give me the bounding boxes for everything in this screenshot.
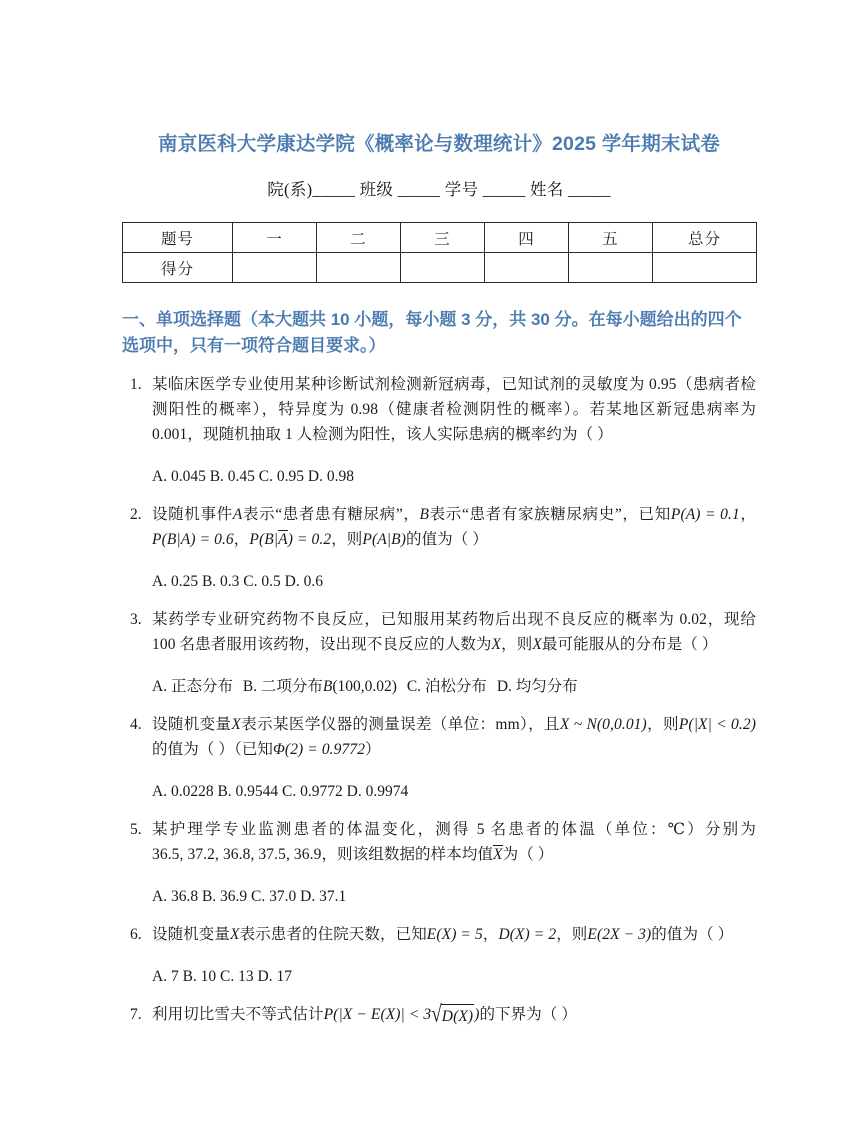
text-fragment: 最可能服从的分布是（ ） xyxy=(541,636,718,653)
math-equation-expectation: E(X) = 5 xyxy=(426,926,483,943)
math-equation-linear-expectation: E(2X − 3) xyxy=(587,926,652,943)
question-body xyxy=(152,607,756,699)
text-fragment: 表示某医学仪器的测量误差（单位：mm），且 xyxy=(241,716,560,733)
score-row-label: 得分 xyxy=(123,253,233,283)
question-options[interactable]: A. 0.25 B. 0.3 C. 0.5 D. 0.6 xyxy=(152,573,323,590)
score-table-header-cell: 题号 xyxy=(123,223,233,253)
page-title: 南京医科大学康达学院《概率论与数理统计》2025 学年期末试卷 xyxy=(158,133,720,155)
math-equation-probability: P(|X| < 0.2) xyxy=(678,716,756,733)
question-text: 某临床医学专业使用某种诊断试剂检测新冠病毒，已知试剂的灵敏度为 0.95（患病者检测阳性的概率），特异度为 0.98（健康者检测阴性的概率）。若某地区新冠患病率为 0.001，现随机抽取 1 人检测为阳性，该人实际患病的概率约为（ ） xyxy=(152,376,756,443)
option-args: (100,0.02) xyxy=(332,678,401,695)
question-number: 2. xyxy=(130,506,142,523)
text-fragment: ，则该组数据的样本均值 xyxy=(321,846,494,863)
table-row-headers xyxy=(123,223,757,253)
math-overbar-x: X xyxy=(493,846,503,863)
math-chebyshev-rhs: ) xyxy=(474,1006,480,1023)
text-fragment: 某药学专业研究药物不良反应，已知服用某药物后出现不良反应的概率为 0.02，现给 100 名患者服用该药物，设出现不良反应的人数为 xyxy=(152,611,756,653)
text-separator: ， xyxy=(233,531,250,548)
section-heading-1: 一、单项选择题（本大题共 10 小题，每小题 3 分，共 30 分。在每小题给出的四个选项中，只有一项符合题目要求。） xyxy=(122,310,742,355)
option-a[interactable]: A. 正态分布 xyxy=(152,678,237,695)
score-cell[interactable] xyxy=(317,253,401,283)
question-body xyxy=(152,712,756,804)
math-equation-phi: Φ(2) = 0.9772 xyxy=(273,741,366,758)
text-fragment: 设随机变量 xyxy=(152,926,231,943)
score-cell[interactable] xyxy=(233,253,317,283)
question-text xyxy=(152,1002,756,1028)
math-equation-pbacomp xyxy=(249,531,331,548)
score-cell[interactable] xyxy=(653,253,757,283)
option-d[interactable]: D. 均匀分布 xyxy=(496,678,578,695)
question-options[interactable] xyxy=(152,674,756,699)
text-fragment: 的值为（ ） xyxy=(651,926,734,943)
temperature-data: 36.5, 37.2, 36.8, 37.5, 36.9 xyxy=(152,846,322,863)
question-number: 1. xyxy=(130,376,142,393)
student-info-line: 院(系)_____ 班级 _____ 学号 _____ 姓名 _____ xyxy=(267,180,611,199)
text-fragment: 表示“患者患有糖尿病”， xyxy=(242,506,420,523)
text-fragment: 表示患者的住院天数，已知 xyxy=(239,926,427,943)
question-6 xyxy=(122,922,756,989)
question-text xyxy=(152,712,756,762)
question-2 xyxy=(122,502,756,594)
text-fragment: 设随机变量 xyxy=(152,716,232,733)
math-equation-variance: D(X) = 2 xyxy=(498,926,557,943)
question-body xyxy=(152,922,756,989)
text-fragment: ，则 xyxy=(501,636,533,653)
text-fragment: 设随机事件 xyxy=(152,506,233,523)
text-fragment: 表示“患者有家族糖尿病史”，已知 xyxy=(429,506,671,523)
text-fragment: ） xyxy=(365,741,381,758)
score-cell[interactable] xyxy=(569,253,653,283)
math-equation-pba: P(B|A) = 0.6 xyxy=(152,531,234,548)
question-options[interactable]: A. 0.0228 B. 0.9544 C. 0.9772 D. 0.9974 xyxy=(152,783,409,800)
math-equation-distribution: X ~ N(0,0.01) xyxy=(559,716,647,733)
math-square-root xyxy=(431,1001,474,1028)
question-number: 5. xyxy=(130,821,142,838)
question-options[interactable]: A. 36.8 B. 36.9 C. 37.0 D. 37.1 xyxy=(152,888,347,905)
math-chebyshev-lhs: P(|X − E(X)| < 3 xyxy=(323,1006,432,1023)
question-text xyxy=(152,817,756,867)
question-body xyxy=(152,502,756,594)
question-5 xyxy=(122,817,756,909)
math-fragment: P(B| xyxy=(249,531,279,548)
math-fragment: ) = 0.2 xyxy=(287,531,332,548)
text-fragment: 的值为（ ） xyxy=(405,531,488,548)
math-variable-b: B xyxy=(322,678,333,695)
math-variable-x: X xyxy=(231,716,241,733)
math-overbar-a: A xyxy=(278,531,288,548)
question-text xyxy=(152,607,756,657)
radicand-dx: D(X) xyxy=(441,1004,474,1028)
math-equation-pa: P(A) = 0.1 xyxy=(670,506,740,523)
question-number: 6. xyxy=(130,926,142,943)
text-separator: ，则 xyxy=(331,531,363,548)
math-variable-x: X xyxy=(532,636,542,653)
score-cell[interactable] xyxy=(401,253,485,283)
math-equation-pab: P(A|B) xyxy=(362,531,406,548)
score-cell[interactable] xyxy=(485,253,569,283)
score-table xyxy=(122,222,757,283)
score-table-header-cell: 二 xyxy=(317,223,401,253)
text-fragment: 为（ ） xyxy=(502,846,554,863)
math-variable-x: X xyxy=(491,636,502,653)
text-separator: ，则 xyxy=(646,716,679,733)
math-variable-x: X xyxy=(230,926,240,943)
score-table-header-cell: 一 xyxy=(233,223,317,253)
radical-sign-icon: √ xyxy=(431,1001,442,1028)
option-c[interactable]: C. 泊松分布 xyxy=(406,678,491,695)
text-fragment: 的值为（ ）（已知 xyxy=(152,741,274,758)
paper-content xyxy=(122,130,756,1028)
score-table-header-cell: 四 xyxy=(485,223,569,253)
question-3 xyxy=(122,607,756,699)
question-7 xyxy=(122,1002,756,1028)
option-label: B. 二项分布 xyxy=(242,678,323,695)
text-separator: ，则 xyxy=(556,926,588,943)
score-table-header-cell: 三 xyxy=(401,223,485,253)
table-row-scores xyxy=(123,253,757,283)
question-number: 4. xyxy=(130,716,142,733)
question-text xyxy=(152,502,756,552)
text-fragment: 利用切比雪夫不等式估计 xyxy=(152,1006,324,1023)
question-body xyxy=(152,817,756,909)
question-number: 3. xyxy=(130,611,142,628)
question-body xyxy=(152,372,756,489)
math-variable-a: A xyxy=(232,506,243,523)
question-1 xyxy=(122,372,756,489)
score-table-header-cell: 五 xyxy=(569,223,653,253)
text-separator: ， xyxy=(482,926,499,943)
text-fragment: 的下界为（ ） xyxy=(479,1006,578,1023)
question-text xyxy=(152,922,756,947)
score-table-header-cell: 总分 xyxy=(653,223,757,253)
math-variable-b: B xyxy=(419,506,430,523)
question-body xyxy=(152,1002,756,1028)
text-fragment: 某护理学专业监测患者的体温变化，测得 5 名患者的体温（单位：℃）分别为 xyxy=(152,821,756,838)
question-options[interactable]: A. 7 B. 10 C. 13 D. 17 xyxy=(152,968,292,985)
question-options[interactable]: A. 0.045 B. 0.45 C. 0.95 D. 0.98 xyxy=(152,468,354,485)
option-b[interactable] xyxy=(243,678,401,695)
question-4 xyxy=(122,712,756,804)
text-separator: ， xyxy=(739,506,756,523)
question-number: 7. xyxy=(130,1006,142,1023)
